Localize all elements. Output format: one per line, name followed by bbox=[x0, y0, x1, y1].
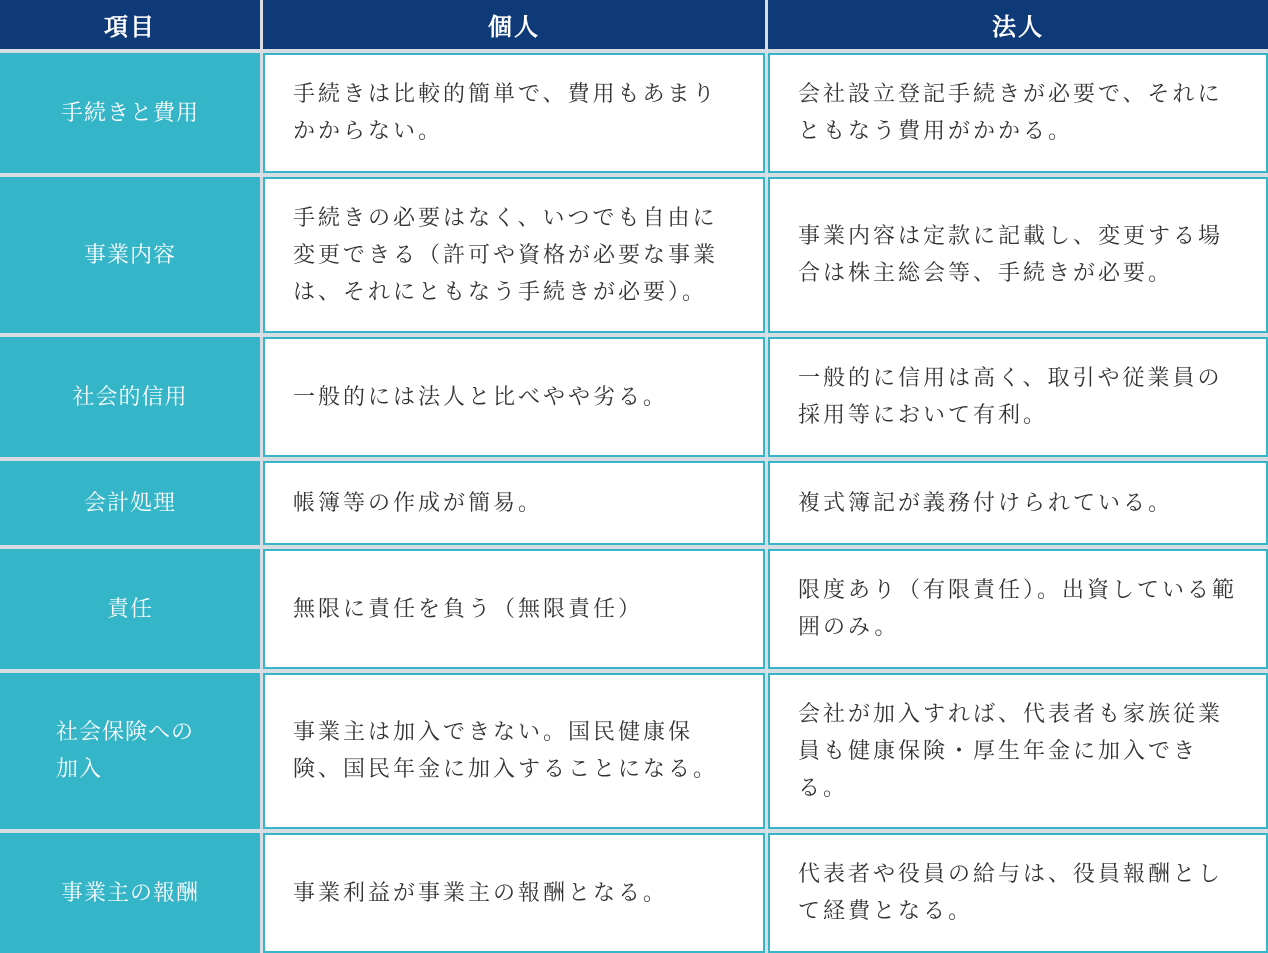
cell-text: 手続きは比較的簡単で、費用もあまりかからない。 bbox=[293, 82, 718, 144]
row-label-business-content: 事業内容 bbox=[0, 177, 260, 333]
cell-text: 手続きの必要はなく、いつでも自由に変更できる（許可や資格が必要な事業は、それにともなう手続きが必要）。 bbox=[293, 205, 719, 305]
row-label-owner-compensation: 事業主の報酬 bbox=[0, 833, 260, 953]
cell-corporation-owner-compensation bbox=[768, 833, 1268, 953]
row-label-liability: 責任 bbox=[0, 549, 260, 669]
cell-individual-social-insurance bbox=[263, 673, 765, 829]
cell-text: 一般的には法人と比べやや劣る。 bbox=[293, 384, 669, 410]
row-label-social-credit: 社会的信用 bbox=[0, 337, 260, 457]
cell-corporation-social-insurance bbox=[768, 673, 1268, 829]
cell-text: 事業主は加入できない。国民健康保険、国民年金に加入することになる。 bbox=[293, 720, 719, 782]
header-corporation: 法人 bbox=[768, 0, 1268, 49]
cell-corporation-accounting bbox=[768, 461, 1268, 545]
cell-corporation-social-credit bbox=[768, 337, 1268, 457]
cell-text: 事業内容は定款に記載し、変更する場合は株主総会等、手続きが必要。 bbox=[798, 224, 1224, 286]
row-label-social-insurance: 社会保険への加入 bbox=[0, 673, 260, 829]
cell-individual-social-credit bbox=[263, 337, 765, 457]
cell-text: 会社設立登記手続きが必要で、それにともなう費用がかかる。 bbox=[798, 82, 1223, 144]
cell-text: 無限に責任を負う（無限責任） bbox=[293, 596, 644, 622]
cell-corporation-liability bbox=[768, 549, 1268, 669]
cell-text: 代表者や役員の給与は、役員報酬として経費となる。 bbox=[798, 862, 1224, 924]
cell-text: 会社が加入すれば、代表者も家族従業員も健康保険・厚生年金に加入できる。 bbox=[798, 701, 1224, 801]
cell-corporation-procedure-cost bbox=[768, 53, 1268, 173]
cell-individual-procedure-cost bbox=[263, 53, 765, 173]
row-label-accounting: 会計処理 bbox=[0, 461, 260, 545]
cell-text: 限度あり（有限責任）。出資している範囲のみ。 bbox=[798, 578, 1238, 640]
cell-text: 事業利益が事業主の報酬となる。 bbox=[293, 880, 669, 906]
cell-text: 一般的に信用は高く、取引や従業員の採用等において有利。 bbox=[798, 366, 1223, 428]
cell-corporation-business-content bbox=[768, 177, 1268, 333]
header-item: 項目 bbox=[0, 0, 260, 49]
cell-individual-accounting bbox=[263, 461, 765, 545]
cell-individual-liability bbox=[263, 549, 765, 669]
header-individual: 個人 bbox=[263, 0, 765, 49]
cell-individual-owner-compensation bbox=[263, 833, 765, 953]
cell-text: 複式簿記が義務付けられている。 bbox=[798, 490, 1174, 516]
row-label-procedure-cost: 手続きと費用 bbox=[0, 53, 260, 173]
cell-text: 帳簿等の作成が簡易。 bbox=[293, 490, 544, 516]
cell-individual-business-content bbox=[263, 177, 765, 333]
